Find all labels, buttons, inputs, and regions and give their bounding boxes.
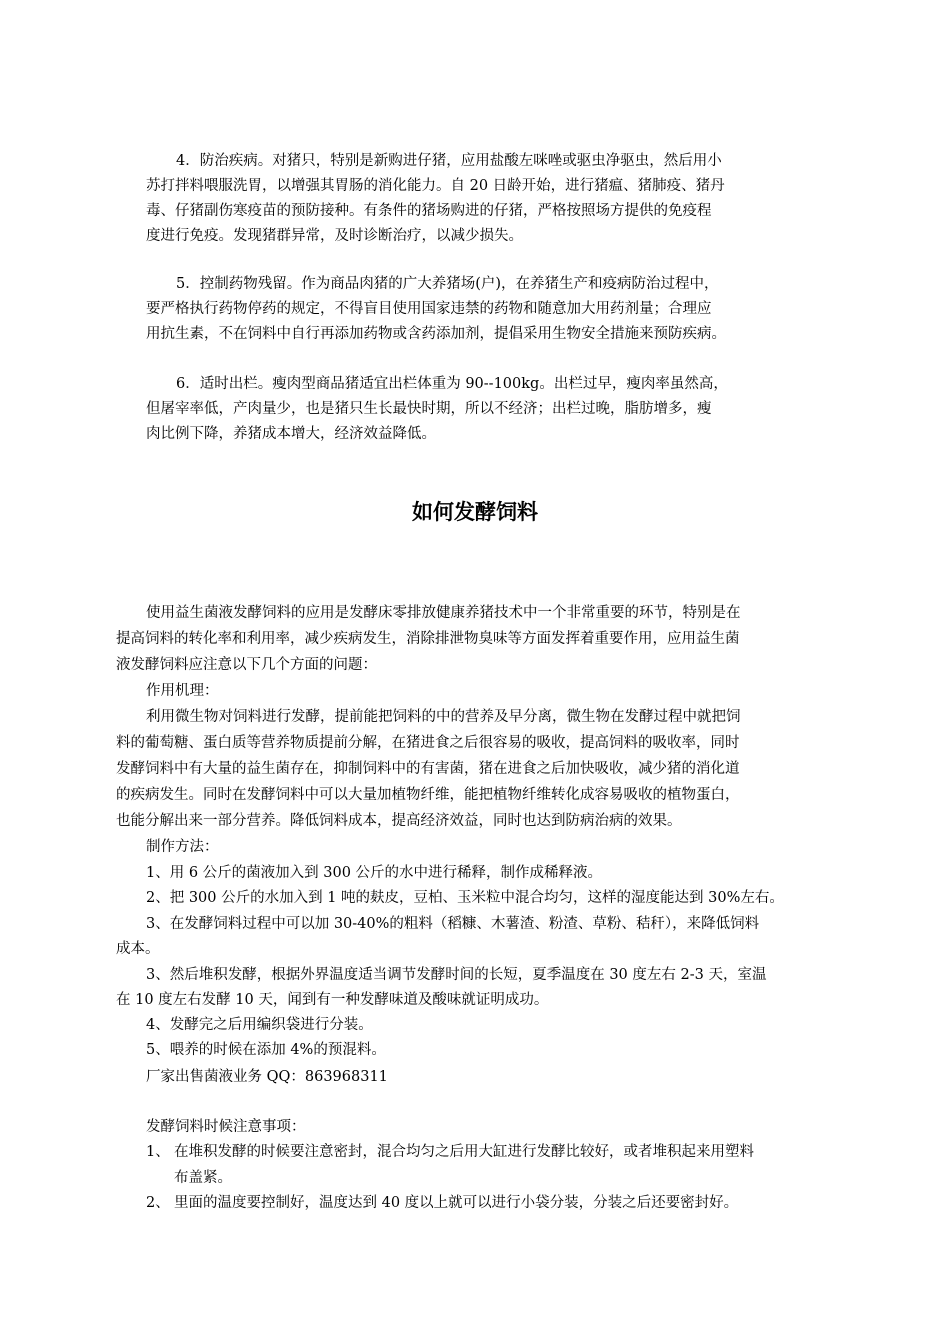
step-2: 2、把 300 公斤的水加入到 1 吨的麸皮，豆柏、玉米粒中混合均匀，这样的湿度能达到 30%左右。 — [146, 890, 784, 906]
text-line: 5．控制药物残留。作为商品肉猪的广大养猪场(户)，在养猪生产和疫病防治过程中， — [176, 276, 719, 292]
contact-line: 厂家出售菌液业务 QQ：863968311 — [146, 1069, 388, 1085]
text-line: 提高饲料的转化率和利用率，减少疾病发生，消除排泄物臭味等方面发挥着重要作用，应用益生菌 — [116, 631, 740, 647]
text-line: 肉比例下降，养猪成本增大，经济效益降低。 — [146, 426, 436, 442]
text-line: 使用益生菌液发酵饲料的应用是发酵床零排放健康养猪技术中一个非常重要的环节，特别是在 — [146, 605, 741, 621]
text-line: 毒、仔猪副伤寒疫苗的预防接种。有条件的猪场购进的仔猪，严格按照场方提供的免疫程 — [146, 203, 712, 219]
step-3: 3、在发酵饲料过程中可以加 30-40%的粗料（稻糠、木薯渣、粉渣、草粉、秸秆），来降低饲料 — [146, 916, 760, 932]
mechanism-heading: 作用机理： — [146, 683, 219, 699]
note-2-text: 里面的温度要控制好，温度达到 40 度以上就可以进行小袋分装，分装之后还要密封好。 — [174, 1195, 739, 1211]
step-1: 1、用 6 公斤的菌液加入到 300 公斤的水中进行稀释，制作成稀释液。 — [146, 865, 603, 881]
text-line: 料的葡萄糖、蛋白质等营养物质提前分解，在猪进食之后很容易的吸收，提高饲料的吸收率，同时 — [116, 735, 740, 751]
notes-heading: 发酵饲料时候注意事项： — [146, 1119, 306, 1135]
text-line: 发酵饲料中有大量的益生菌存在，抑制饲料中的有害菌，猪在进食之后加快吸收，减少猪的消化道 — [116, 761, 740, 777]
step-4: 3、然后堆积发酵，根据外界温度适当调节发酵时间的长短，夏季温度在 30 度左右 2-3 天，室温 — [146, 967, 767, 983]
method-heading: 制作方法： — [146, 839, 219, 855]
text-line: 苏打拌料喂服洗胃，以增强其胃肠的消化能力。自 20 日龄开始，进行猪瘟、猪肺疫、猪丹 — [146, 178, 725, 194]
text-line: 要严格执行药物停药的规定，不得盲目使用国家违禁的药物和随意加大用药剂量；合理应 — [146, 301, 712, 317]
text-line: 度进行免疫。发现猪群异常，及时诊断治疗，以减少损失。 — [146, 228, 523, 244]
text-line: 液发酵饲料应注意以下几个方面的问题： — [116, 657, 377, 673]
text-line: 也能分解出来一部分营养。降低饲料成本，提高经济效益，同时也达到防病治病的效果。 — [116, 813, 682, 829]
step-6: 5、喂养的时候在添加 4%的预混料。 — [146, 1042, 386, 1058]
step-4-continued: 在 10 度左右发酵 10 天，闻到有一种发酵味道及酸味就证明成功。 — [116, 992, 549, 1008]
section-title: 如何发酵饲料 — [412, 500, 538, 524]
text-line: 利用微生物对饲料进行发酵，提前能把饲料的中的营养及早分离，微生物在发酵过程中就把饲 — [146, 709, 741, 725]
note-2-number: 2、 — [146, 1195, 170, 1211]
text-line: 6．适时出栏。瘦肉型商品猪适宜出栏体重为 90--100kg。出栏过早，瘦肉率虽然高， — [176, 376, 728, 392]
step-3-continued: 成本。 — [116, 941, 160, 957]
note-1-text: 在堆积发酵的时候要注意密封，混合均匀之后用大缸进行发酵比较好，或者堆积起来用塑料 — [174, 1144, 754, 1160]
text-line: 4．防治疾病。对猪只，特别是新购进仔猪，应用盐酸左咪唑或驱虫净驱虫，然后用小 — [176, 153, 722, 169]
step-5: 4、发酵完之后用编织袋进行分装。 — [146, 1017, 373, 1033]
note-1-number: 1、 — [146, 1144, 170, 1160]
note-1-text-continued: 布盖紧。 — [174, 1170, 232, 1186]
text-line: 用抗生素，不在饲料中自行再添加药物或含药添加剂，提倡采用生物安全措施来预防疾病。 — [146, 326, 726, 342]
text-line: 但屠宰率低，产肉量少，也是猪只生长最快时期，所以不经济；出栏过晚，脂肪增多，瘦 — [146, 401, 712, 417]
text-line: 的疾病发生。同时在发酵饲料中可以大量加植物纤维，能把植物纤维转化成容易吸收的植物蛋白， — [116, 787, 740, 803]
